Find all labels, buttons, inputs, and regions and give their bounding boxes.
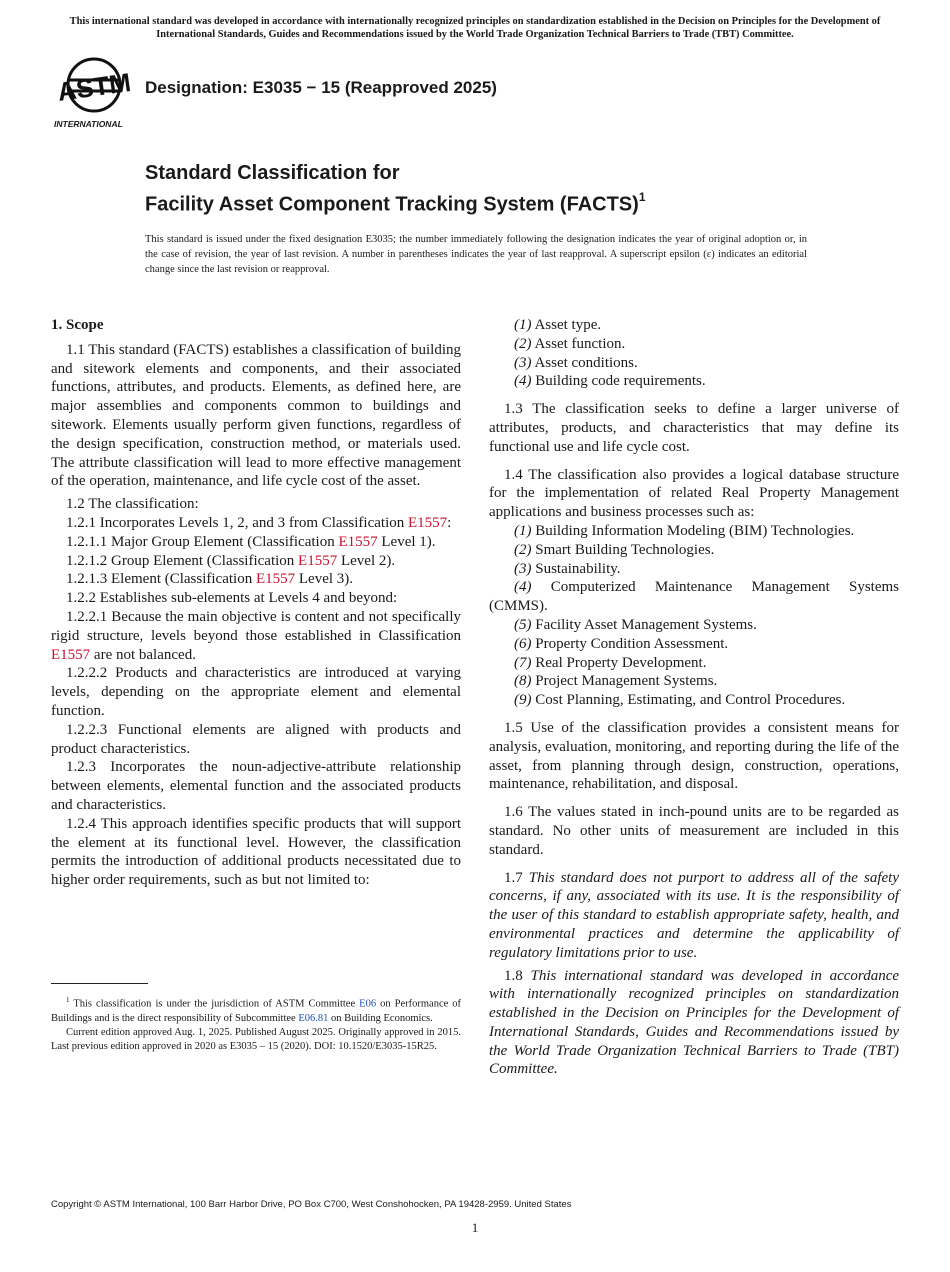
list-num: (1) xyxy=(514,317,532,333)
para-num: 1.7 xyxy=(504,869,523,886)
copyright-notice: Copyright © ASTM International, 100 Barr Harbor Drive, PO Box C700, West Conshohocken, PA 19428-2959. United States xyxy=(51,1199,572,1210)
list-text: Building Information Modeling (BIM) Technologies. xyxy=(535,522,855,539)
svg-text:ASTM: ASTM xyxy=(55,67,133,107)
para-1-2-1-3 xyxy=(51,570,461,589)
para-1-6: 1.6 The values stated in inch-pound units are to be regarded as standard. No other units of measurement are included in this standard. xyxy=(489,804,899,858)
list-item xyxy=(489,372,899,391)
para-1-2-2-2: 1.2.2.2 Products and characteristics are introduced at varying levels, depending on the appropriate element and elemental function. xyxy=(51,665,461,719)
para-text: This standard does not purport to address all of the safety concerns, if any, associated with its use. It is the responsibility of the user of this standard to establish appropriate safety, health, and environmental practices and determine the applicability of regulatory limitations prior to use. xyxy=(489,869,899,961)
list-text: Computerized Maintenance Management Systems (CMMS). xyxy=(489,579,899,615)
top-notice: This international standard was developed in accordance with internationally recognized principles on standardization established in the Decision on Principles for the Development of International Standards, Guides and Recommendations issued by the World Trade Organization Technical Barriers to Trade (TBT) Committee. xyxy=(69,16,881,40)
ref-link-e06[interactable]: E06 xyxy=(359,998,377,1010)
list-text: Smart Building Technologies. xyxy=(535,541,715,558)
ref-link-e06-81[interactable]: E06.81 xyxy=(298,1012,329,1024)
list-item xyxy=(489,541,899,560)
list-text: Building code requirements. xyxy=(535,373,706,390)
para-text: Level 3). xyxy=(298,571,354,588)
para-1-8 xyxy=(489,967,899,1080)
para-1-7 xyxy=(489,869,899,963)
list-item xyxy=(489,616,899,635)
footnote-text: on Performance of Buildings and is the direct responsibility of Subcommittee xyxy=(51,998,462,1024)
list-num: (4) xyxy=(514,579,532,596)
para-text: 1.2.1.3 Element (Classification xyxy=(66,571,253,588)
list-text: Asset function. xyxy=(534,335,626,352)
list-applications xyxy=(489,522,899,710)
footnote-mark: 1 xyxy=(66,996,70,1004)
page-title xyxy=(145,160,646,218)
para-text: 1.2.2.1 Because the main objective is content and not specifically rigid structure, levels beyond those established in Classification xyxy=(51,608,461,644)
para-1-2-4: 1.2.4 This approach identifies specific products that will support the element at its functional level. However, the classification permits the introduction of additional products necessitated due to higher order requirements, such as but not limited to: xyxy=(51,815,461,889)
para-text: 1.2.1 Incorporates Levels 1, 2, and 3 from Classification xyxy=(66,514,405,531)
para-1-2-1-2 xyxy=(51,552,461,571)
footnotes xyxy=(51,993,461,1054)
title-footnote-mark: 1 xyxy=(638,190,646,204)
list-num: (8) xyxy=(514,673,532,690)
list-text: Property Condition Assessment. xyxy=(535,635,729,652)
para-1-2-1-1 xyxy=(51,533,461,552)
list-text: Asset type. xyxy=(534,317,602,333)
list-item xyxy=(489,691,899,710)
title-line-2 xyxy=(145,186,646,218)
ref-link-e1557[interactable]: E1557 xyxy=(298,552,338,569)
list-num: (2) xyxy=(514,335,532,352)
logo-text: INTERNATIONAL xyxy=(54,119,123,129)
list-num: (2) xyxy=(514,541,532,558)
para-1-5: 1.5 Use of the classification provides a consistent means for analysis, evaluation, monitoring, and reporting during the life of the asset, from planning through design, construction, operations, maintenance, rehabilitation, and disposal. xyxy=(489,719,899,793)
para-text: 1.2.1.2 Group Element (Classification xyxy=(66,552,295,569)
footnote-divider xyxy=(51,983,148,984)
list-text: Facility Asset Management Systems. xyxy=(535,616,757,633)
list-text: Real Property Development. xyxy=(535,654,707,671)
ref-link-e1557[interactable]: E1557 xyxy=(255,571,296,588)
list-item xyxy=(489,335,899,354)
title-line-2-text: Facility Asset Component Tracking System (FACTS) xyxy=(145,193,639,216)
section-heading-scope: 1. Scope xyxy=(51,317,104,333)
ref-link-e1557[interactable]: E1557 xyxy=(51,646,91,663)
list-text: Cost Planning, Estimating, and Control Procedures. xyxy=(535,692,846,709)
list-num: (6) xyxy=(514,635,532,652)
para-1-2-3: 1.2.3 Incorporates the noun-adjective-attribute relationship between elements, elemental function and the associated products and characteristics. xyxy=(51,759,461,813)
para-1-4: 1.4 The classification also provides a logical database structure for the implementation of related Real Property Management applications and business processes such as: xyxy=(489,466,899,521)
para-1-3: 1.3 The classification seeks to define a larger universe of attributes, products, and characteristics that may define its functional use and life cycle cost. xyxy=(489,401,899,455)
footnote-2: Current edition approved Aug. 1, 2025. Published August 2025. Originally approved in 2015. Last previous edition approved in 2020 as E3035 – 15 (2020). DOI: 10.1520/E3035-15R25. xyxy=(51,1026,461,1053)
footnote-1 xyxy=(51,993,461,1026)
list-num: (3) xyxy=(514,354,532,371)
list-text: Sustainability. xyxy=(535,560,621,577)
list-item xyxy=(489,316,899,335)
list-item xyxy=(489,522,899,541)
page-number: 1 xyxy=(471,1220,479,1235)
para-1-2: 1.2 The classification: xyxy=(66,496,199,513)
para-1-2-1 xyxy=(51,514,461,533)
para-1-2-2: 1.2.2 Establishes sub-elements at Levels 4 and beyond: xyxy=(66,590,398,607)
list-text: Project Management Systems. xyxy=(535,673,718,690)
list-item xyxy=(489,560,899,579)
list-num: (1) xyxy=(514,522,532,539)
list-item xyxy=(489,578,899,616)
footnote-text: This classification is under the jurisdiction of ASTM Committee xyxy=(73,998,356,1010)
ref-link-e1557[interactable]: E1557 xyxy=(408,514,448,531)
para-text: 1.2.1.1 Major Group Element (Classification xyxy=(66,533,335,550)
list-num: (4) xyxy=(514,373,532,390)
issue-note: This standard is issued under the fixed designation E3035; the number immediately following the designation indicates the year of original adoption or, in the case of revision, the year of last revision. A number in parentheses indicates the year of last reapproval. A superscript epsilon (ε) indicates an editorial change since the last revision or reapproval. xyxy=(145,234,807,275)
list-num: (5) xyxy=(514,616,532,633)
para-text: Level 2). xyxy=(340,552,396,569)
list-num: (3) xyxy=(514,560,532,577)
left-column xyxy=(51,316,461,890)
ref-link-e1557[interactable]: E1557 xyxy=(338,533,378,550)
list-item xyxy=(489,654,899,673)
para-text: are not balanced. xyxy=(93,646,196,663)
para-1-2-2-1 xyxy=(51,608,461,664)
list-item xyxy=(489,635,899,654)
para-num: 1.8 xyxy=(504,967,523,984)
designation: Designation: E3035 − 15 (Reapproved 2025) xyxy=(145,78,497,97)
para-text: Level 1). xyxy=(381,533,436,550)
para-1-2-2-3: 1.2.2.3 Functional elements are aligned with products and product characteristics. xyxy=(51,721,461,757)
list-num: (7) xyxy=(514,654,532,671)
list-item xyxy=(489,672,899,691)
para-1-1: 1.1 This standard (FACTS) establishes a classification of building and sitework elements and components, and their associated functions, attributes, and products. Elements, as defined here, are major assemblies and components common to buildings and sitework. Elements usually perform given functions, regardless of the design specification, construction method, or materials used. The attribute classification will lead to more effective management of the operation, maintenance, and life cycle cost of the asset. xyxy=(51,341,461,490)
para-text: This international standard was developed in accordance with internationally recognized principles on standardization established in the Decision on Principles for the Development of International Standards, Guides and Recommendations issued by the World Trade Organization Technical Barriers to Trade (TBT) Committee. xyxy=(489,967,900,1078)
list-num: (9) xyxy=(514,692,532,709)
list-item xyxy=(489,354,899,373)
astm-logo-icon xyxy=(52,54,136,132)
list-text: Asset conditions. xyxy=(534,354,638,371)
right-column xyxy=(489,316,899,1079)
title-line-1: Standard Classification for xyxy=(145,162,400,184)
list-asset-requirements xyxy=(489,316,899,391)
para-text: : xyxy=(447,514,452,531)
footnote-text: on Building Economics. xyxy=(330,1012,433,1024)
